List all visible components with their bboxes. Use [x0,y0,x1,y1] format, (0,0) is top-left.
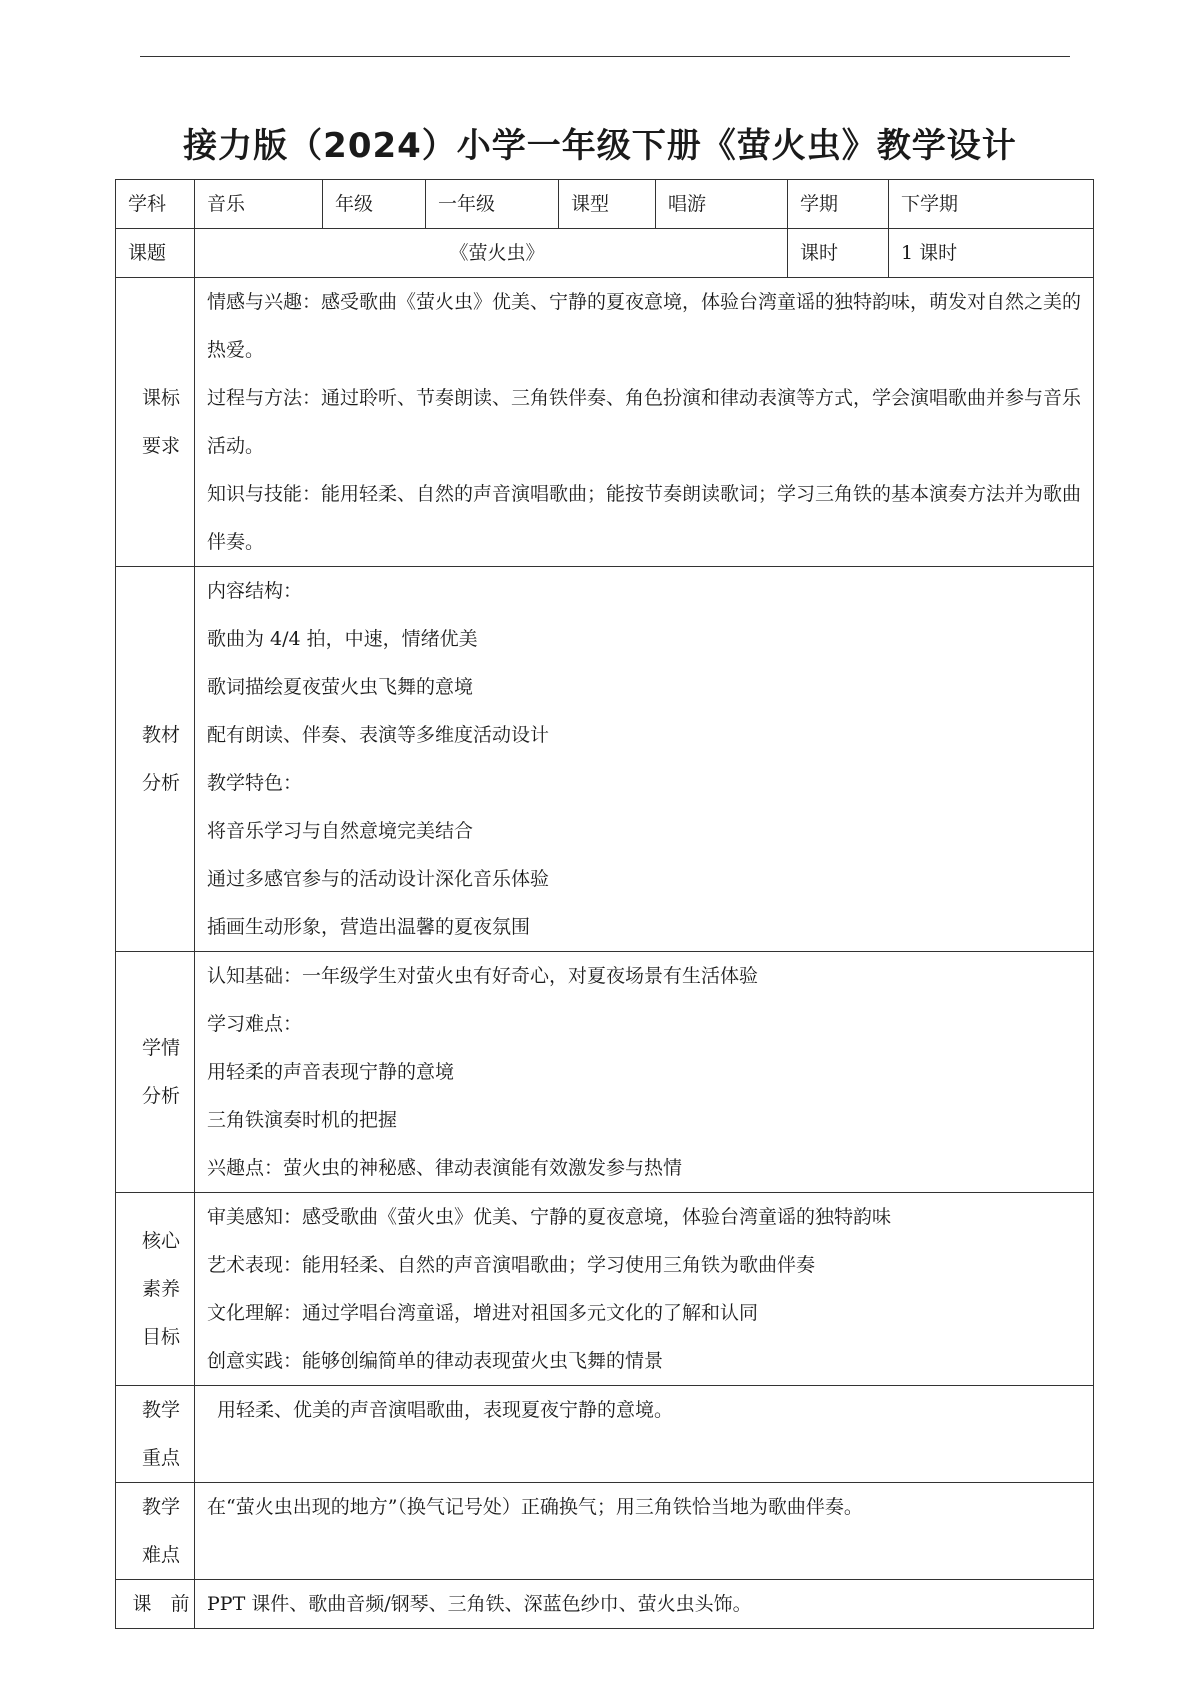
difficulties-label-line1: 教学 [141,1496,180,1518]
core-line: 创意实践：能够创编简单的律动表现萤火虫飞舞的情景 [207,1350,664,1372]
core-label-line1: 核心 [141,1230,180,1252]
type-label: 课型 [559,180,656,229]
table-row-material [116,567,1094,952]
core-line: 审美感知：感受歌曲《萤火虫》优美、宁静的夏夜意境，体验台湾童谣的独特韵味 [207,1206,892,1228]
material-line: 通过多感官参与的活动设计深化音乐体验 [207,868,550,890]
document-title: 接力版（2024）小学一年级下册《萤火虫》教学设计 [183,126,1017,166]
material-line: 内容结构： [207,580,303,602]
students-line: 用轻柔的声音表现宁静的意境 [207,1061,455,1083]
key-points-label-line2: 重点 [141,1447,180,1469]
students-label-line2: 分析 [141,1085,180,1107]
students-line: 学习难点： [207,1013,303,1035]
material-line: 教学特色： [207,772,303,794]
material-line: 插画生动形象，营造出温馨的夏夜氛围 [207,916,531,938]
core-label-line3: 目标 [141,1326,180,1348]
difficulties-text: 在“萤火虫出现的地方”（换气记号处）正确换气；用三角铁恰当地为歌曲伴奏。 [207,1496,863,1518]
table-row-preparation [116,1580,1094,1629]
lesson-plan-table [115,179,1094,1629]
table-row-standards [116,278,1094,567]
material-label-line2: 分析 [141,772,180,794]
students-label-line1: 学情 [141,1037,180,1059]
key-points-label-line1: 教学 [141,1399,180,1421]
topic-value: 《萤火虫》 [195,229,788,278]
hours-label: 课时 [788,229,889,278]
difficulties-label-line2: 难点 [141,1544,180,1566]
standards-content [195,278,1094,567]
standards-paragraph-2: 过程与方法：通过聆听、节奏朗读、三角铁伴奏、角色扮演和律动表演等方式，学会演唱歌曲并参与音乐活动。 [207,387,1082,457]
table-row-difficulties [116,1483,1094,1580]
topic-label: 课题 [116,229,195,278]
subject-label: 学科 [116,180,195,229]
key-points-content [195,1386,1094,1483]
standards-paragraph-3: 知识与技能：能用轻柔、自然的声音演唱歌曲；能按节奏朗读歌词；学习三角铁的基本演奏方法并为歌曲伴奏。 [207,483,1082,553]
standards-label-line1: 课标 [141,387,180,409]
difficulties-content [195,1483,1094,1580]
key-points-label [116,1386,195,1483]
term-value: 下学期 [889,180,1094,229]
core-line: 艺术表现：能用轻柔、自然的声音演唱歌曲；学习使用三角铁为歌曲伴奏 [207,1254,816,1276]
difficulties-label [116,1483,195,1580]
students-line: 三角铁演奏时机的把握 [207,1109,398,1131]
students-content [195,952,1094,1193]
table-row-students [116,952,1094,1193]
material-line: 歌词描绘夏夜萤火虫飞舞的意境 [207,676,474,698]
table-row-core-literacy [116,1193,1094,1386]
prep-content: PPT 课件、歌曲音频/钢琴、三角铁、深蓝色纱巾、萤火虫头饰。 [195,1580,1094,1629]
material-content [195,567,1094,952]
type-value: 唱游 [656,180,788,229]
grade-label: 年级 [323,180,426,229]
standards-label-line2: 要求 [141,435,180,457]
hours-value: 1 课时 [889,229,1094,278]
subject-value: 音乐 [195,180,323,229]
core-content [195,1193,1094,1386]
table-row-basic-info [116,180,1094,229]
material-line: 配有朗读、伴奏、表演等多维度活动设计 [207,724,550,746]
grade-value: 一年级 [426,180,559,229]
header-rule [140,56,1070,57]
prep-label: 课 前 [116,1580,195,1629]
core-line: 文化理解：通过学唱台湾童谣，增进对祖国多元文化的了解和认同 [207,1302,759,1324]
standards-label [116,278,195,567]
material-line: 将音乐学习与自然意境完美结合 [207,820,474,842]
core-label-line2: 素养 [141,1278,180,1300]
material-label-line1: 教材 [141,724,180,746]
material-line: 歌曲为 4/4 拍，中速，情绪优美 [207,628,478,650]
key-points-text: 用轻柔、优美的声音演唱歌曲，表现夏夜宁静的意境。 [217,1399,674,1421]
students-line: 认知基础：一年级学生对萤火虫有好奇心，对夏夜场景有生活体验 [207,965,759,987]
table-row-key-points [116,1386,1094,1483]
material-label [116,567,195,952]
students-label [116,952,195,1193]
students-line: 兴趣点：萤火虫的神秘感、律动表演能有效激发参与热情 [207,1157,683,1179]
term-label: 学期 [788,180,889,229]
standards-paragraph-1: 情感与兴趣：感受歌曲《萤火虫》优美、宁静的夏夜意境，体验台湾童谣的独特韵味，萌发对自然之美的热爱。 [207,291,1082,361]
table-row-topic [116,229,1094,278]
core-label [116,1193,195,1386]
